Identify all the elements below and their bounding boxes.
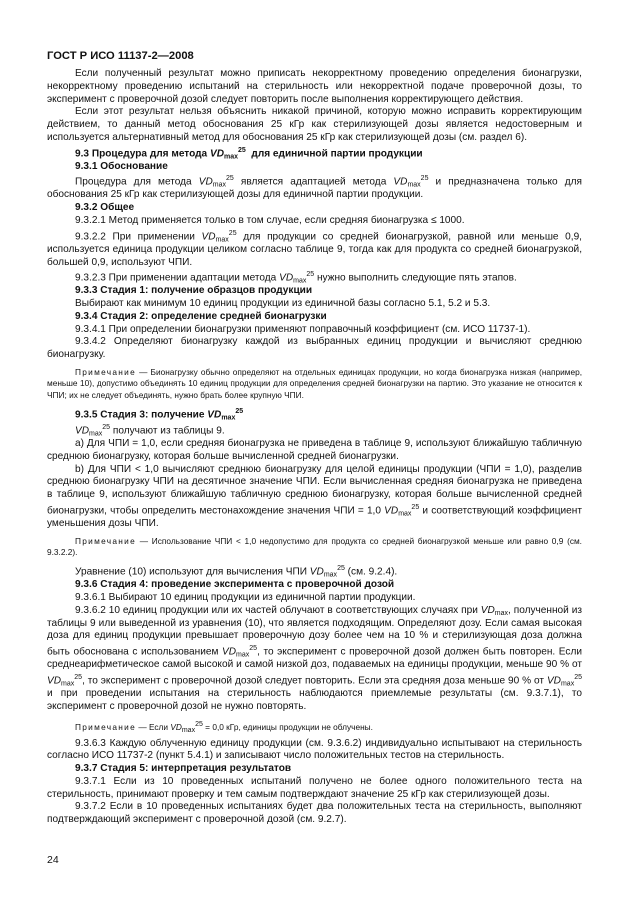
paragraph: b) Для ЧПИ < 1,0 вычисляют среднюю бионагрузку для целой единицы продукции (ЧПИ = 1,0), разделив среднюю бионагрузку ЧПИ на десятичное значение ЧПИ. Если вычисленная средняя бионагрузка не приведена в таблице 9, используют ближайшую табличную среднюю бионагрузку, которая больше вычисленной средней бионагрузки, чтобы определить местонахождение значения ЧПИ = 1,0 $VD_{max}^{25}$ и соответствующий коэффициент уменьшения дозы ЧПИ.	[47, 463, 582, 529]
paragraph: 9.3.2.1 Метод применяется только в том случае, если средняя бионагрузка ≤ 1000.	[75, 214, 465, 226]
note-paragraph: Примечание — Если $VD_{max}^{25} = 0,0$ кГр, единицы продукции не облучены.	[75, 720, 373, 734]
paragraph: 9.3.4.1 При определении бионагрузки применяют поправочный коэффициент (см. ИСО 11737-1).	[75, 323, 531, 335]
paragraph: Уравнение (10) используют для вычисления ЧПИ $VD_{max}^{25}$ (см. 9.2.4).	[75, 565, 398, 579]
paragraph: 9.3.6.3 Каждую облученную единицу продукции (см. 9.3.6.2) индивидуально испытывают на стерильность согласно ИСО 11737-2 (пункт 5.4.1) и записывают число положительных тестов на стерильность.	[47, 737, 582, 762]
paragraph: 9.3.6.2 10 единиц продукции или их частей облучают в соответствующих случаях при $VD_{max}$, полученной из таблицы 9 или выведенной из уравнения (10), что является подходящим. Определяют дозу. Если самая высокая доза для единиц продукции превышает проверочную дозу более чем на 10 % и стерилизующая доза должна быть обоснована с использованием $VD_{max}^{25}$, то эксперимент с проверочной дозой должен быть повторен. Если среднеарифметическое самой высокой и самой низкой доз, подаваемых на единицы продукции, меньше 90 % от $VD_{max}^{25}$, то эксперимент с проверочной дозой следует повторить. Если эта средняя доза меньше 90 % от $VD_{max}^{25}$ и при проведении испытания на стерильность наблюдаются приемлемые результаты (см. 9.3.7.1), то эксперимент с проверочной дозой не нужно повторять.	[47, 604, 582, 712]
section-heading: 9.3.5 Стадия 3: получение $VD_{max}^{25}$	[75, 407, 244, 422]
paragraph: a) Для ЧПИ = 1,0, если средняя бионагрузка не приведена в таблице 9, используют ближайшую табличную среднюю бионагрузку, которая больше вычисленной средней бионагрузки.	[47, 438, 582, 462]
section-heading: 9.3.4 Стадия 2: определение средней бионагрузки	[75, 310, 327, 322]
page-number: 24	[47, 854, 59, 866]
section-heading: 9.3.3 Стадия 1: получение образцов продукции	[75, 285, 313, 297]
note-paragraph: Примечание — Использование ЧПИ < 1,0 недопустимо для продукта со средней бионагрузкой меньше или равно 0,9 (см. 9.3.2.2).	[47, 535, 582, 557]
standard-header: ГОСТ Р ИСО 11137-2—2008	[47, 50, 194, 62]
paragraph: Выбирают как минимум 10 единиц продукции из единичной базы согласно 5.1, 5.2 и 5.3.	[75, 298, 491, 310]
paragraph: 9.3.6.1 Выбирают 10 единиц продукции из единичной партии продукции.	[75, 592, 416, 604]
note-paragraph: Примечание — Бионагрузку обычно определяют на отдельных единицах продукции, но когда бионагрузка низкая (например, меньше 10), допустимо объединять 10 единиц продукции для определения средней бионагрузки на партию. Это указание не относится к ЧПИ; их не следует объединять, нужно брать более крупную ЧПИ.	[47, 366, 582, 400]
document-body	[47, 68, 582, 827]
paragraph: 9.3.7.1 Если из 10 проведенных испытаний получено не более одного положительного теста на стерильность, принимают проверку и тем самым подтверждают значение 25 кГр как стерилизующей дозы.	[47, 775, 582, 800]
paragraph: Процедура для метода $VD_{max}^{25}$ является адаптацией метода $VD_{max}^{25}$ и предназначена только для обоснования 25 кГр как стерилизующей дозы для единичной партии продукции.	[47, 175, 582, 201]
section-heading: 9.3.1 Обоснование	[75, 160, 168, 172]
paragraph: 9.3.2.3 При применении адаптации метода $VD_{max}^{25}$ нужно выполнить следующие пять этапов.	[75, 271, 517, 285]
paragraph: Если полученный результат можно приписать некорректному проведению определения бионагрузки, некорректному проведению испытаний на стерильность или некорректной подаче проверочной дозы, то эксперимент с проверочной дозой следует повторить после выполнения корректирующего действия.	[47, 68, 582, 105]
section-heading: 9.3.2 Общее	[75, 202, 135, 214]
paragraph: 9.3.7.2 Если в 10 проведенных испытаниях будет два положительных теста на стерильность, выполняют подтверждающий эксперимент с проверочной дозой (см. 9.2.7).	[47, 801, 582, 826]
section-heading: 9.3.6 Стадия 4: проведение эксперимента с проверочной дозой	[75, 579, 395, 591]
paragraph: Если этот результат нельзя объяснить никакой причиной, которую можно исправить корректирующим действием, то данный метод обоснования 25 кГр как стерилизующей дозы является недостоверным и используется альтернативный метод для обоснования 25 кГр как стерилизующей дозы (см. раздел 6).	[47, 106, 582, 143]
paragraph: 9.3.4.2 Определяют бионагрузку каждой из выбранных единиц продукции и вычисляют среднюю бионагрузку.	[47, 336, 582, 361]
paragraph: $VD_{max}^{25}$ получают из таблицы 9.	[75, 423, 225, 438]
section-heading: 9.3 Процедура для метода $VD_{max}^{25}$ для единичной партии продукции	[75, 146, 423, 160]
section-heading: 9.3.7 Стадия 5: интерпретация результатов	[75, 763, 292, 775]
paragraph: 9.3.2.2 При применении $VD_{max}^{25}$ для продукции со средней бионагрузкой, равной или меньше 0,9, используется единица продукции целиком согласно таблице 9, тогда как для продукта со средней бионагрузкой, большей 0,9, используют ЧПИ.	[47, 229, 582, 268]
